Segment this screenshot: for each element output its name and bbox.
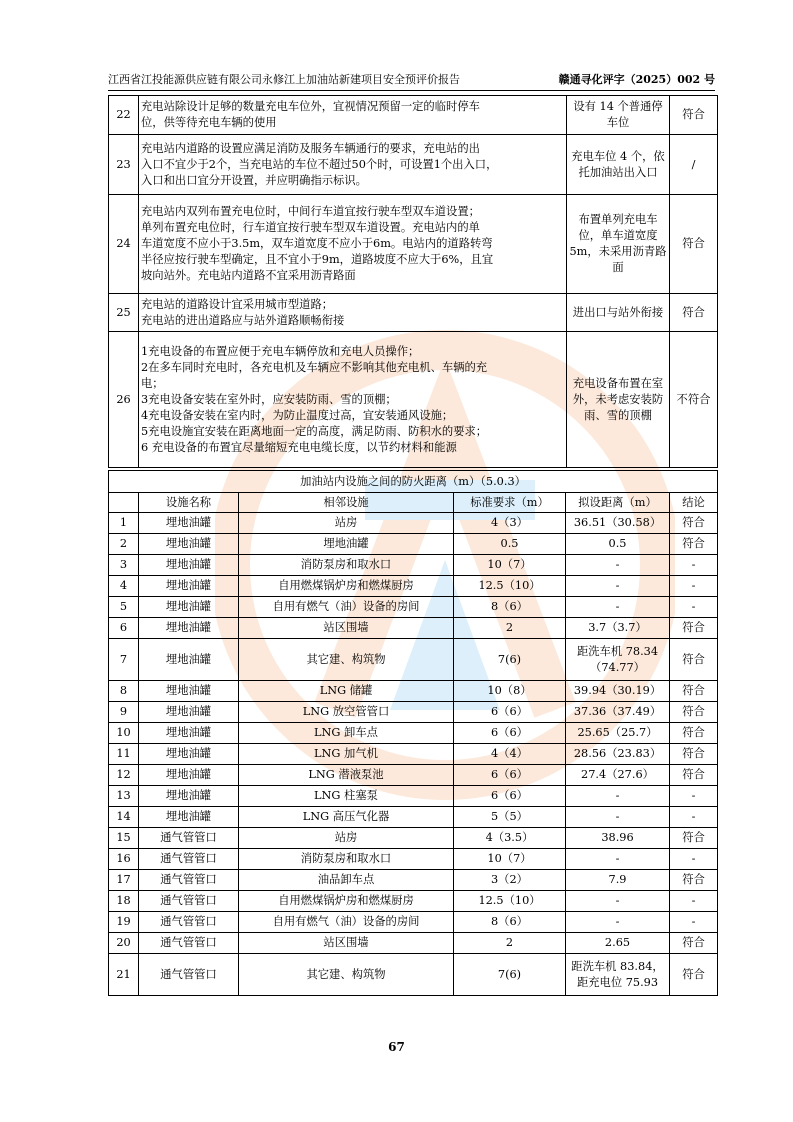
checklist-result: 符合 bbox=[670, 294, 718, 332]
row-actual: 2.65 bbox=[566, 933, 670, 954]
row-actual: 27.4（27.6） bbox=[566, 765, 670, 786]
requirement-line: 1充电设备的布置应便于充电车辆停放和充电人员操作； bbox=[141, 344, 420, 358]
row-actual: 39.94（30.19） bbox=[566, 681, 670, 702]
row-facility: 通气管管口 bbox=[139, 828, 239, 849]
row-number: 14 bbox=[109, 807, 139, 828]
row-standard: 2 bbox=[454, 933, 566, 954]
table-row bbox=[109, 702, 718, 723]
row-standard: 7(6) bbox=[454, 954, 566, 996]
table-row bbox=[109, 891, 718, 912]
row-actual: - bbox=[566, 597, 670, 618]
table-row bbox=[109, 744, 718, 765]
row-standard: 12.5（10） bbox=[454, 891, 566, 912]
checklist-row bbox=[109, 332, 718, 468]
row-standard: 4（3） bbox=[454, 513, 566, 534]
row-result: 符合 bbox=[670, 765, 718, 786]
requirement-line: 4充电设备安装在室内时，为防止温度过高，宜安装通风设施； bbox=[141, 408, 454, 422]
row-result: - bbox=[670, 849, 718, 870]
row-result: - bbox=[670, 912, 718, 933]
row-actual: - bbox=[566, 891, 670, 912]
row-adjacent: 自用燃煤锅炉房和燃煤厨房 bbox=[239, 576, 454, 597]
row-facility: 埋地油罐 bbox=[139, 597, 239, 618]
row-actual: - bbox=[566, 555, 670, 576]
row-facility: 通气管管口 bbox=[139, 870, 239, 891]
row-actual: 距洗车机 78.34（74.77） bbox=[566, 639, 670, 681]
row-actual: 36.51（30.58） bbox=[566, 513, 670, 534]
requirement-line: 充电站的道路设计宜采用城市型道路； bbox=[141, 297, 334, 311]
row-adjacent: LNG 柱塞泵 bbox=[239, 786, 454, 807]
row-result: - bbox=[670, 786, 718, 807]
requirement-line: 充电站内道路的设置应满足消防及服务车辆通行的要求，充电站的出 bbox=[141, 141, 480, 155]
row-facility: 埋地油罐 bbox=[139, 513, 239, 534]
row-actual: 3.7（3.7） bbox=[566, 618, 670, 639]
row-facility: 通气管管口 bbox=[139, 891, 239, 912]
report-number: 赣通寻化评字（2025）002 号 bbox=[558, 73, 715, 86]
checklist-actual: 进出口与站外衔接 bbox=[567, 294, 670, 332]
requirement-line: 单列布置充电位时，行车道宜按行驶车型双车道设置。充电站内的单 bbox=[141, 221, 480, 234]
row-number: 6 bbox=[109, 618, 139, 639]
row-adjacent: LNG 卸车点 bbox=[239, 723, 454, 744]
checklist-actual: 设有 14 个普通停车位 bbox=[567, 96, 670, 135]
checklist-number: 22 bbox=[109, 96, 139, 135]
table-row bbox=[109, 849, 718, 870]
checklist-row bbox=[109, 195, 718, 294]
checklist-requirement bbox=[139, 96, 567, 135]
row-standard: 6（6） bbox=[454, 702, 566, 723]
header-result: 结论 bbox=[670, 493, 718, 513]
requirement-line: 2在多车同时充电时，各充电机及车辆应不影响其他充电机、车辆的充 bbox=[141, 360, 488, 374]
requirement-line: 入口不宜少于2个，当充电站的车位不超过50个时，可设置1个出入口， bbox=[141, 157, 498, 171]
row-facility: 埋地油罐 bbox=[139, 534, 239, 555]
row-adjacent: 站区围墙 bbox=[239, 618, 454, 639]
row-number: 5 bbox=[109, 597, 139, 618]
report-title: 江西省江投能源供应链有限公司永修江上加油站新建项目安全预评价报告 bbox=[108, 73, 460, 86]
row-number: 21 bbox=[109, 954, 139, 996]
row-result: 符合 bbox=[670, 534, 718, 555]
row-actual: 37.36（37.49） bbox=[566, 702, 670, 723]
row-facility: 通气管管口 bbox=[139, 912, 239, 933]
distance-table-title-row bbox=[109, 471, 718, 493]
row-adjacent: 站房 bbox=[239, 828, 454, 849]
row-result: 符合 bbox=[670, 513, 718, 534]
row-result: 符合 bbox=[670, 723, 718, 744]
row-result: 符合 bbox=[670, 702, 718, 723]
checklist-result: 符合 bbox=[670, 195, 718, 294]
distance-table-header-row bbox=[109, 493, 718, 513]
row-actual: - bbox=[566, 786, 670, 807]
row-standard: 6（6） bbox=[454, 786, 566, 807]
table-row bbox=[109, 618, 718, 639]
row-standard: 10（7） bbox=[454, 555, 566, 576]
row-facility: 埋地油罐 bbox=[139, 702, 239, 723]
page-header bbox=[108, 70, 715, 91]
row-result: - bbox=[670, 597, 718, 618]
row-standard: 5（5） bbox=[454, 807, 566, 828]
row-adjacent: 自用燃煤锅炉房和燃煤厨房 bbox=[239, 891, 454, 912]
row-adjacent: 站房 bbox=[239, 513, 454, 534]
table-row bbox=[109, 912, 718, 933]
row-number: 11 bbox=[109, 744, 139, 765]
row-number: 8 bbox=[109, 681, 139, 702]
table-row bbox=[109, 807, 718, 828]
row-actual: - bbox=[566, 807, 670, 828]
row-actual: - bbox=[566, 576, 670, 597]
row-result: 符合 bbox=[670, 828, 718, 849]
checklist-number: 26 bbox=[109, 332, 139, 468]
row-number: 4 bbox=[109, 576, 139, 597]
row-actual: 距洗车机 83.84，距充电位 75.93 bbox=[566, 954, 670, 996]
row-number: 2 bbox=[109, 534, 139, 555]
row-result: 符合 bbox=[670, 618, 718, 639]
row-facility: 埋地油罐 bbox=[139, 807, 239, 828]
checklist-result: / bbox=[670, 135, 718, 195]
row-result: - bbox=[670, 807, 718, 828]
checklist-actual: 充电设备布置在室外，未考虑安装防雨、雪的顶棚 bbox=[567, 332, 670, 468]
row-result: - bbox=[670, 576, 718, 597]
row-adjacent: LNG 潜液泵池 bbox=[239, 765, 454, 786]
row-adjacent: 其它建、构筑物 bbox=[239, 639, 454, 681]
table-row bbox=[109, 555, 718, 576]
table-row bbox=[109, 954, 718, 996]
requirement-line: 入口和出口宜分开设置，并应明确指示标识。 bbox=[141, 173, 367, 187]
table-row bbox=[109, 681, 718, 702]
row-standard: 0.5 bbox=[454, 534, 566, 555]
header-standard: 标准要求（m） bbox=[454, 493, 566, 513]
row-number: 16 bbox=[109, 849, 139, 870]
row-actual: - bbox=[566, 849, 670, 870]
row-facility: 埋地油罐 bbox=[139, 765, 239, 786]
requirement-line: 位，供等待充电车辆的使用 bbox=[141, 116, 277, 129]
row-result: - bbox=[670, 891, 718, 912]
row-facility: 埋地油罐 bbox=[139, 744, 239, 765]
table-row bbox=[109, 576, 718, 597]
row-standard: 2 bbox=[454, 618, 566, 639]
checklist-number: 23 bbox=[109, 135, 139, 195]
fire-distance-table bbox=[108, 470, 718, 996]
row-facility: 埋地油罐 bbox=[139, 555, 239, 576]
row-adjacent: 消防泵房和取水口 bbox=[239, 849, 454, 870]
row-facility: 埋地油罐 bbox=[139, 576, 239, 597]
distance-table-title: 加油站内设施之间的防火距离（m）（5.0.3） bbox=[109, 471, 718, 493]
table-row bbox=[109, 870, 718, 891]
table-row bbox=[109, 933, 718, 954]
checklist-actual: 布置单列充电车位，单车道宽度5m，未采用沥青路面 bbox=[567, 195, 670, 294]
requirement-line: 坡向站外。充电站内道路不宜采用沥青路面 bbox=[141, 269, 356, 282]
row-standard: 8（6） bbox=[454, 597, 566, 618]
requirement-line: 半径应按行驶车型确定，且不宜小于9m，道路坡度不应大于6%，且宜 bbox=[141, 253, 494, 266]
row-actual: 38.96 bbox=[566, 828, 670, 849]
row-number: 12 bbox=[109, 765, 139, 786]
row-standard: 10（7） bbox=[454, 849, 566, 870]
row-number: 3 bbox=[109, 555, 139, 576]
row-adjacent: 自用有燃气（油）设备的房间 bbox=[239, 597, 454, 618]
row-adjacent: LNG 高压气化器 bbox=[239, 807, 454, 828]
row-standard: 4（4） bbox=[454, 744, 566, 765]
row-facility: 通气管管口 bbox=[139, 933, 239, 954]
row-facility: 埋地油罐 bbox=[139, 639, 239, 681]
row-standard: 8（6） bbox=[454, 912, 566, 933]
header-actual: 拟设距离（m） bbox=[566, 493, 670, 513]
header-facility: 设施名称 bbox=[139, 493, 239, 513]
row-facility: 埋地油罐 bbox=[139, 786, 239, 807]
requirement-line: 3充电设备安装在室外时，应安装防雨、雪的顶棚； bbox=[141, 392, 397, 406]
row-standard: 7(6) bbox=[454, 639, 566, 681]
table-row bbox=[109, 786, 718, 807]
row-result: 符合 bbox=[670, 681, 718, 702]
row-adjacent: LNG 储罐 bbox=[239, 681, 454, 702]
header-adjacent: 相邻设施 bbox=[239, 493, 454, 513]
row-adjacent: LNG 放空管管口 bbox=[239, 702, 454, 723]
checklist-table bbox=[108, 95, 718, 468]
row-result: 符合 bbox=[670, 954, 718, 996]
row-actual: 25.65（25.7） bbox=[566, 723, 670, 744]
row-standard: 6（6） bbox=[454, 765, 566, 786]
row-result: 符合 bbox=[670, 744, 718, 765]
checklist-requirement bbox=[139, 294, 567, 332]
row-result: 符合 bbox=[670, 870, 718, 891]
checklist-number: 24 bbox=[109, 195, 139, 294]
checklist-number: 25 bbox=[109, 294, 139, 332]
requirement-line: 6 充电设备的布置宜尽量缩短充电电缆长度，以节约材料和能源 bbox=[141, 440, 457, 454]
row-adjacent: LNG 加气机 bbox=[239, 744, 454, 765]
row-number: 19 bbox=[109, 912, 139, 933]
row-facility: 埋地油罐 bbox=[139, 681, 239, 702]
row-facility: 通气管管口 bbox=[139, 954, 239, 996]
table-row bbox=[109, 534, 718, 555]
table-row bbox=[109, 723, 718, 744]
row-number: 17 bbox=[109, 870, 139, 891]
requirement-line: 充电站除设计足够的数量充电车位外，宜视情况预留一定的临时停车 bbox=[141, 100, 480, 113]
row-adjacent: 油品卸车点 bbox=[239, 870, 454, 891]
row-number: 9 bbox=[109, 702, 139, 723]
row-standard: 3（2） bbox=[454, 870, 566, 891]
row-result: 符合 bbox=[670, 639, 718, 681]
checklist-row bbox=[109, 294, 718, 332]
table-row bbox=[109, 597, 718, 618]
row-number: 15 bbox=[109, 828, 139, 849]
row-result: 符合 bbox=[670, 933, 718, 954]
row-facility: 通气管管口 bbox=[139, 849, 239, 870]
row-facility: 埋地油罐 bbox=[139, 723, 239, 744]
table-row bbox=[109, 765, 718, 786]
checklist-requirement bbox=[139, 195, 567, 294]
requirement-line: 电； bbox=[141, 376, 164, 390]
row-adjacent: 自用有燃气（油）设备的房间 bbox=[239, 912, 454, 933]
row-adjacent: 消防泵房和取水口 bbox=[239, 555, 454, 576]
row-standard: 6（6） bbox=[454, 723, 566, 744]
row-facility: 埋地油罐 bbox=[139, 618, 239, 639]
checklist-result: 符合 bbox=[670, 96, 718, 135]
row-adjacent: 站区围墙 bbox=[239, 933, 454, 954]
row-adjacent: 埋地油罐 bbox=[239, 534, 454, 555]
row-number: 1 bbox=[109, 513, 139, 534]
row-result: - bbox=[670, 555, 718, 576]
row-number: 18 bbox=[109, 891, 139, 912]
checklist-requirement bbox=[139, 332, 567, 468]
checklist-row bbox=[109, 96, 718, 135]
table-row bbox=[109, 513, 718, 534]
row-standard: 10（8） bbox=[454, 681, 566, 702]
row-actual: 7.9 bbox=[566, 870, 670, 891]
row-number: 10 bbox=[109, 723, 139, 744]
checklist-row bbox=[109, 135, 718, 195]
row-standard: 12.5（10） bbox=[454, 576, 566, 597]
requirement-line: 车道宽度不应小于3.5m，双车道宽度不应小于6m。电站内的道路转弯 bbox=[141, 237, 493, 250]
row-number: 20 bbox=[109, 933, 139, 954]
checklist-requirement bbox=[139, 135, 567, 195]
checklist-result: 不符合 bbox=[670, 332, 718, 468]
page-number: 67 bbox=[388, 1040, 405, 1054]
header-blank bbox=[109, 493, 139, 513]
row-adjacent: 其它建、构筑物 bbox=[239, 954, 454, 996]
row-number: 13 bbox=[109, 786, 139, 807]
row-actual: - bbox=[566, 912, 670, 933]
row-actual: 0.5 bbox=[566, 534, 670, 555]
row-standard: 4（3.5） bbox=[454, 828, 566, 849]
table-row bbox=[109, 828, 718, 849]
requirement-line: 充电站的进出道路应与站外道路顺畅衔接 bbox=[141, 313, 345, 327]
requirement-line: 充电站内双列布置充电位时，中间行车道宜按行驶车型双车道设置； bbox=[141, 205, 480, 218]
row-actual: 28.56（23.83） bbox=[566, 744, 670, 765]
checklist-actual: 充电车位 4 个，依托加油站出入口 bbox=[567, 135, 670, 195]
table-row bbox=[109, 639, 718, 681]
row-number: 7 bbox=[109, 639, 139, 681]
requirement-line: 5充电设施宜安装在距离地面一定的高度，满足防雨、防积水的要求； bbox=[141, 424, 488, 438]
